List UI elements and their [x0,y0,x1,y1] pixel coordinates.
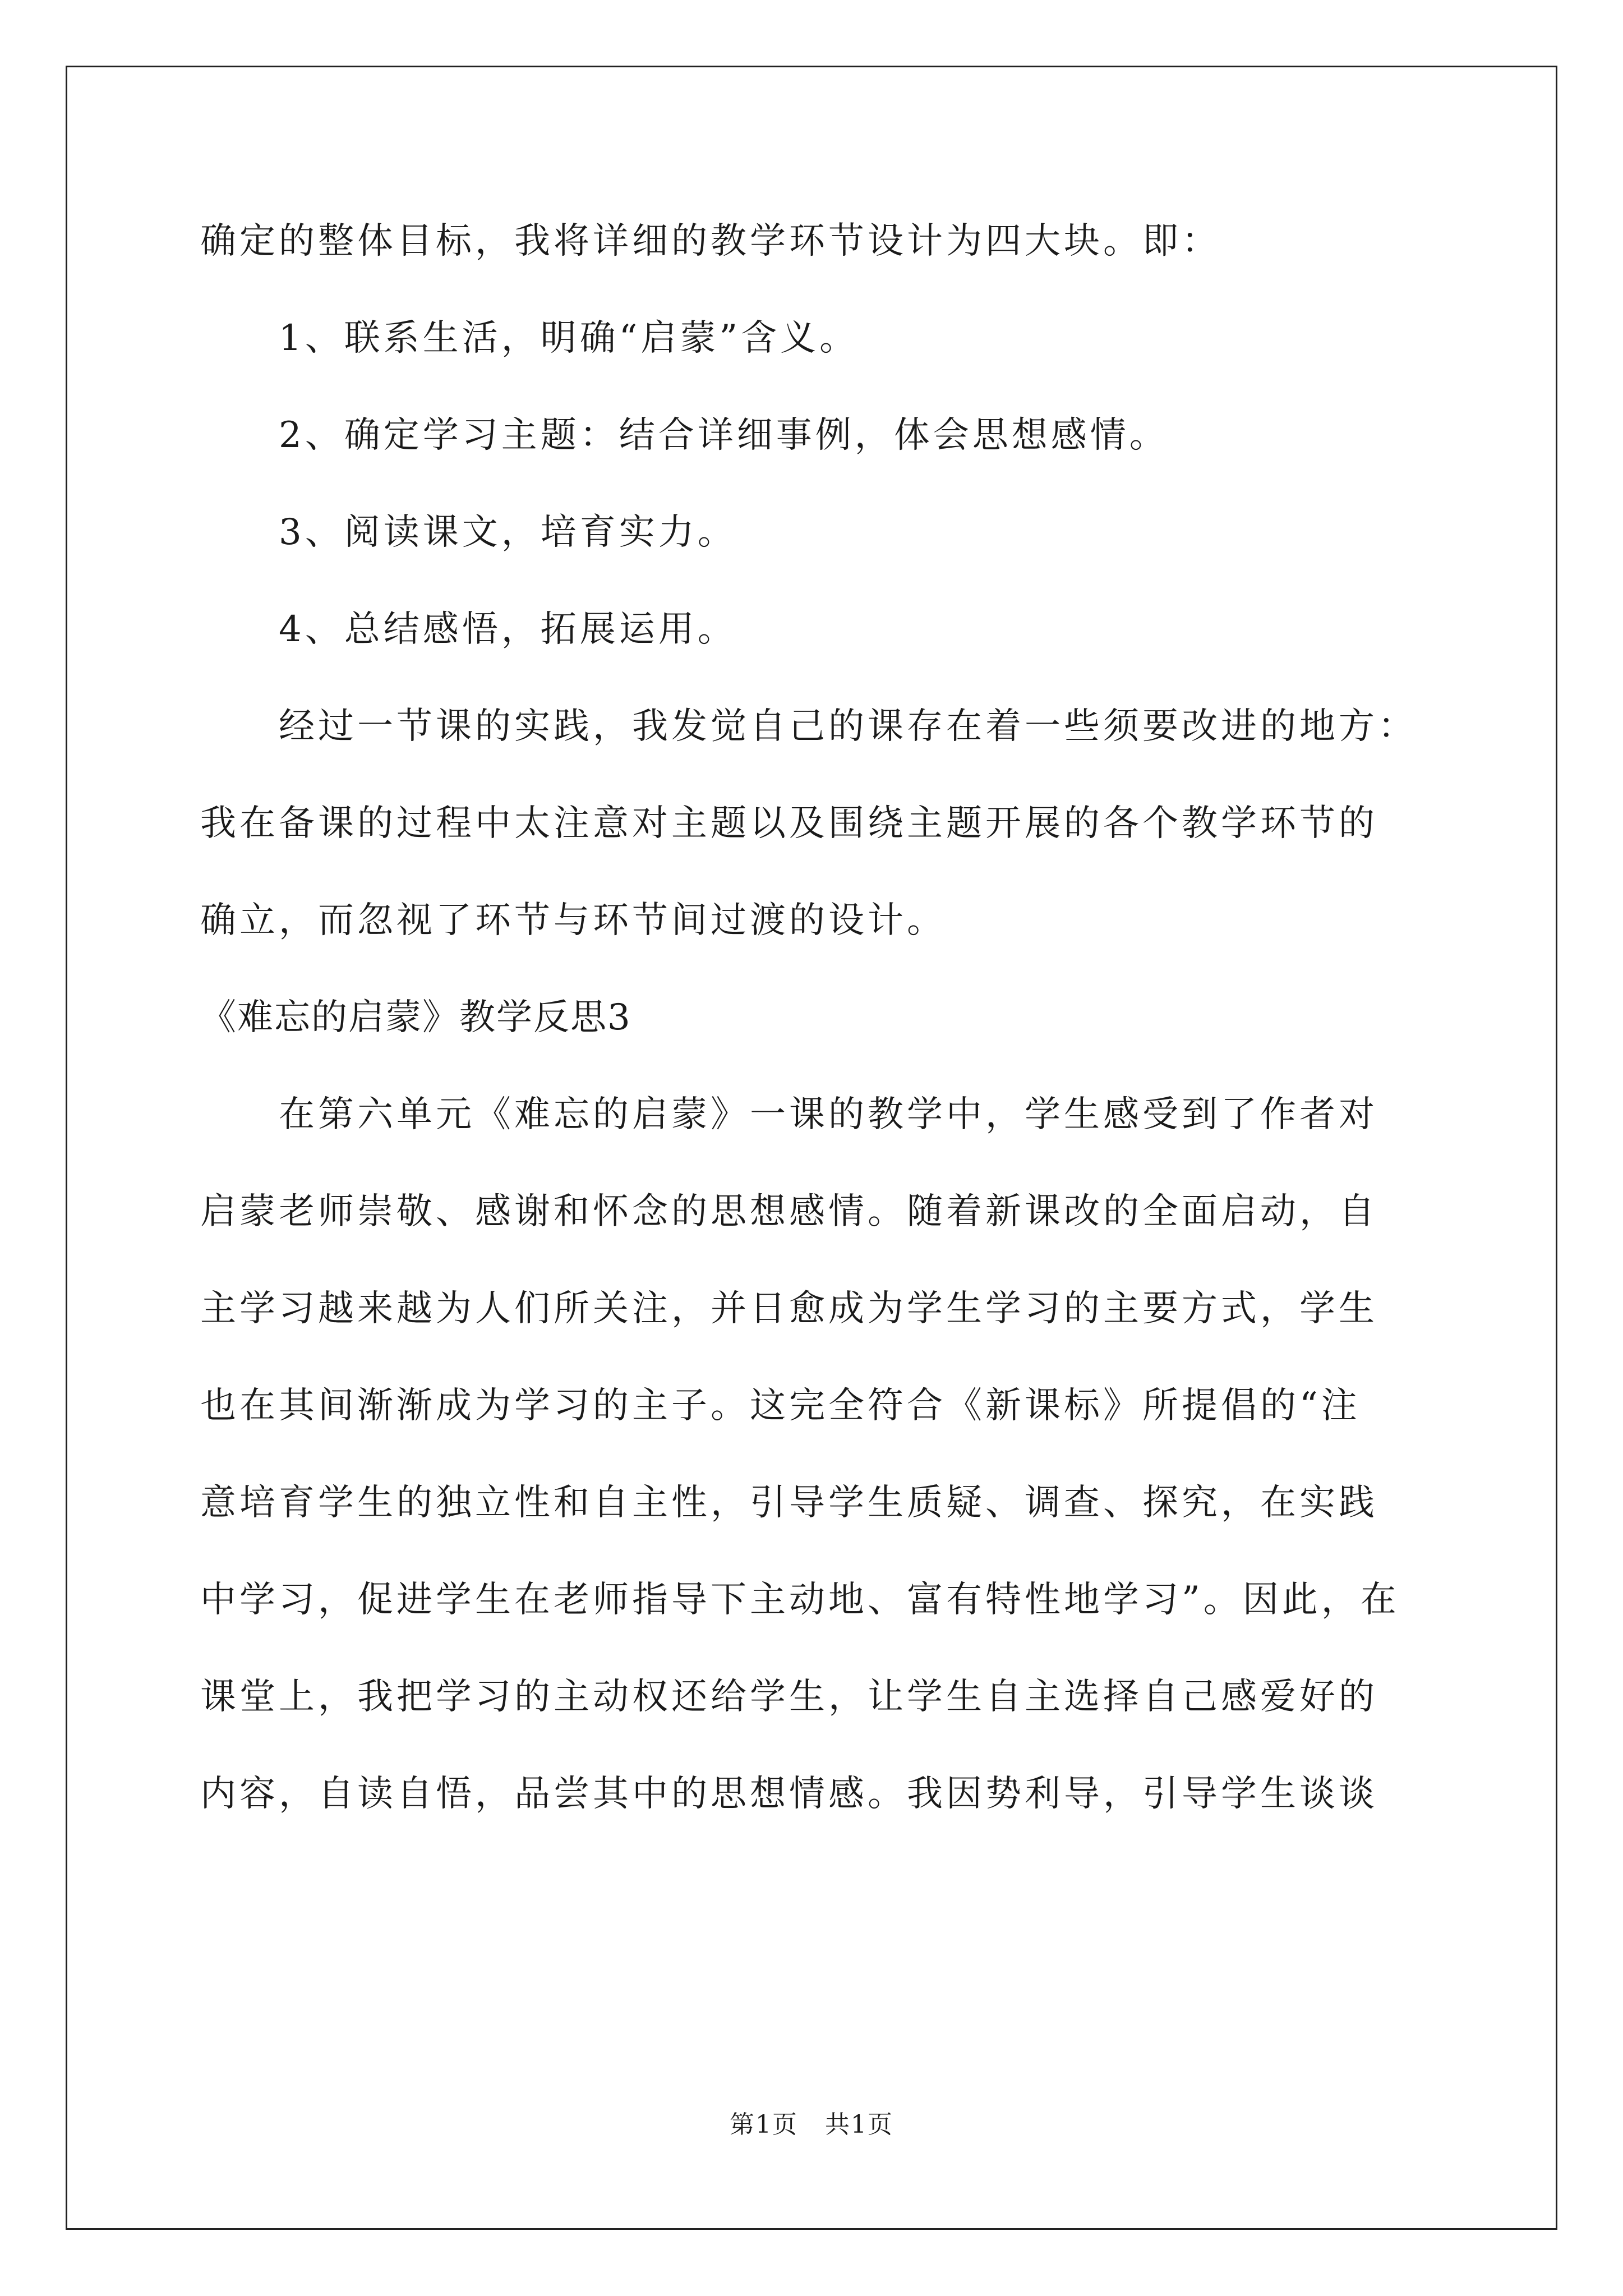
list-item: 4、总结感悟，拓展运用。 [279,609,737,650]
page-number-footer: 第1页 共1页 [730,2110,893,2139]
page-border [66,66,1557,2230]
paragraph-line: 内容，自读自悟，品尝其中的思想情感。我因势利导，引导学生谈谈 [200,1773,1378,1815]
list-item: 3、阅读课文，培育实力。 [279,512,737,553]
paragraph-line: 主学习越来越为人们所关注，并日愈成为学生学习的主要方式，学生 [200,1288,1378,1329]
paragraph-line: 经过一节课的实践，我发觉自己的课存在着一些须要改进的地方： [279,706,1417,747]
paragraph-line: 确立，而忽视了环节与环节间过渡的设计。 [200,900,946,941]
paragraph-line: 确定的整体目标，我将详细的教学环节设计为四大块。即： [200,220,1221,262]
paragraph-line: 意培育学生的独立性和自主性，引导学生质疑、调查、探究，在实践 [200,1482,1378,1524]
section-heading: 《难忘的启蒙》教学反思3 [200,997,631,1038]
paragraph-line: 中学习，促进学生在老师指导下主动地、富有特性地学习”。因此，在 [200,1579,1400,1621]
list-item: 1、联系生活，明确“启蒙”含义。 [279,318,859,359]
paragraph-line: 也在其间渐渐成为学习的主子。这完全符合《新课标》所提倡的“注 [200,1385,1361,1427]
paragraph-line: 在第六单元《难忘的启蒙》一课的教学中，学生感受到了作者对 [279,1094,1378,1135]
paragraph-line: 课堂上，我把学习的主动权还给学生，让学生自主选择自己感爱好的 [200,1676,1378,1718]
paragraph-line: 我在备课的过程中太注意对主题以及围绕主题开展的各个教学环节的 [200,803,1378,844]
list-item: 2、确定学习主题：结合详细事例，体会思想感情。 [279,415,1169,456]
paragraph-line: 启蒙老师崇敬、感谢和怀念的思想感情。随着新课改的全面启动，自 [200,1191,1378,1232]
